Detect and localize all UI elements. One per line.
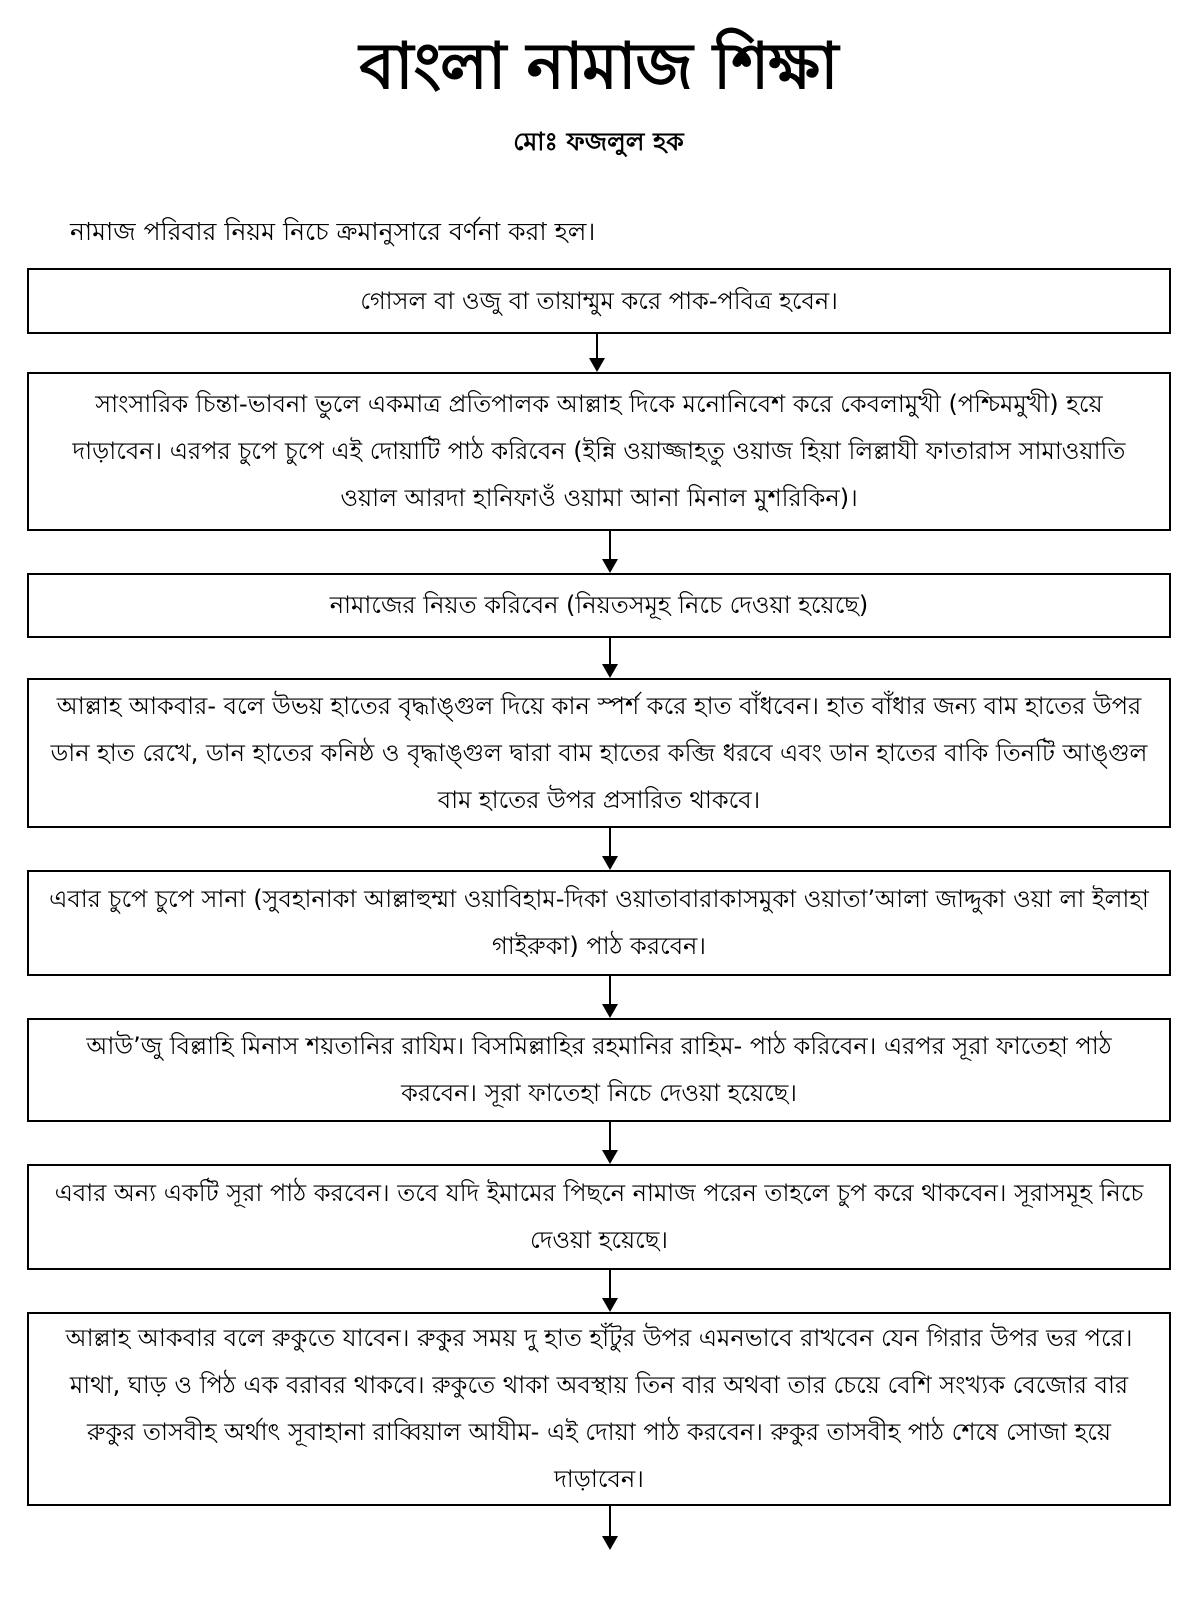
flow-step-8: [27, 1312, 1171, 1506]
flow-step-7: [27, 1164, 1171, 1270]
flow-arrow: [602, 1506, 618, 1550]
flow-step-text: নামাজের নিয়ত করিবেন (নিয়তসমূহ নিচে দেওয়া হয়েছে): [329, 591, 869, 619]
flow-arrow: [602, 976, 618, 1018]
flow-step-text: সাংসারিক চিন্তা-ভাবনা ভুলে একমাত্র প্রতিপালক আল্লাহ দিকে মনোনিবেশ করে কেবলামুখী (পশ্চিমমুখী) হয়ে দাড়াবেন। এরপর চুপে চুপে এই দোয়াটি পাঠ করিবেন (ইন্নি ওয়াজ্জাহতু ওয়াজ হিয়া লিল্লাযী ফাতারাস সামাওয়াতি ওয়াল আরদা হানিফাওঁ ওয়ামা আনা মিনাল মুশরিকিন)।: [72, 390, 1126, 512]
flow-step-3: [27, 573, 1171, 638]
flow-step-5: [27, 870, 1171, 976]
flow-arrow: [589, 334, 605, 372]
flow-step-text: আল্লাহ আকবার বলে রুকুতে যাবেন। রুকুর সময় দু হাত হাঁটুর উপর এমনভাবে রাখবেন যেন গিরার উপর ভর পরে। মাথা, ঘাড় ও পিঠ এক বরাবর থাকবে। রুকুতে থাকা অবস্থায় তিন বার অথবা তার চেয়ে বেশি সংখ্যক বেজোর বার রুকুর তাসবীহ অর্থাৎ সূবাহানা রাব্বিয়াল আযীম- এই দোয়া পাঠ করবেন। রুকুর তাসবীহ পাঠ শেষে সোজা হয়ে দাড়াবেন।: [65, 1324, 1133, 1493]
flow-step-4: [27, 678, 1171, 828]
flow-step-1: [27, 268, 1171, 334]
flow-arrow: [602, 1122, 618, 1164]
intro-text: নামাজ পরিবার নিয়ম নিচে ক্রমানুসারে বর্ণনা করা হল।: [70, 217, 596, 246]
flow-step-text: এবার অন্য একটি সূরা পাঠ করবেন। তবে যদি ইমামের পিছনে নামাজ পরেন তাহলে চুপ করে থাকবেন। সূরাসমূহ নিচে দেওয়া হয়েছে।: [54, 1179, 1144, 1254]
flow-step-text: আল্লাহ আকবার- বলে উভয় হাতের বৃদ্ধাঙ্গুল দিয়ে কান স্পর্শ করে হাত বাঁধবেন। হাত বাঁধার জন্য বাম হাতের উপর ডান হাত রেখে, ডান হাতের কনিষ্ঠ ও বৃদ্ধাঙ্গুল দ্বারা বাম হাতের কব্জি ধরবে এবং ডান হাতের বাকি তিনটি আঙ্গুল বাম হাতের উপর প্রসারিত থাকবে।: [50, 691, 1148, 814]
flow-arrow: [602, 828, 618, 870]
flow-step-text: আউ’জু বিল্লাহি মিনাস শয়তানির রাযিম। বিসমিল্লাহির রহমানির রাহিম- পাঠ করিবেন। এরপর সূরা ফাতেহা পাঠ করবেন। সূরা ফাতেহা নিচে দেওয়া হয়েছে।: [86, 1032, 1112, 1107]
page-title: বাংলা নামাজ শিক্ষা: [359, 30, 838, 104]
flow-arrow: [602, 1270, 618, 1312]
flow-step-2: [27, 372, 1171, 531]
author-name: মোঃ ফজলুল হক: [513, 127, 684, 156]
flow-step-text: এবার চুপে চুপে সানা (সুবহানাকা আল্লাহুম্মা ওয়াবিহাম-দিকা ওয়াতাবারাকাসমুকা ওয়াতা’আলা জাদ্দুকা ওয়া লা ইলাহা গাইরুকা) পাঠ করবেন।: [49, 885, 1149, 960]
flow-step-text: গোসল বা ওজু বা তায়াম্মুম করে পাক-পবিত্র হবেন।: [360, 286, 838, 315]
flow-arrow: [602, 638, 618, 678]
flow-arrow: [602, 531, 618, 573]
flow-step-6: [27, 1018, 1171, 1122]
